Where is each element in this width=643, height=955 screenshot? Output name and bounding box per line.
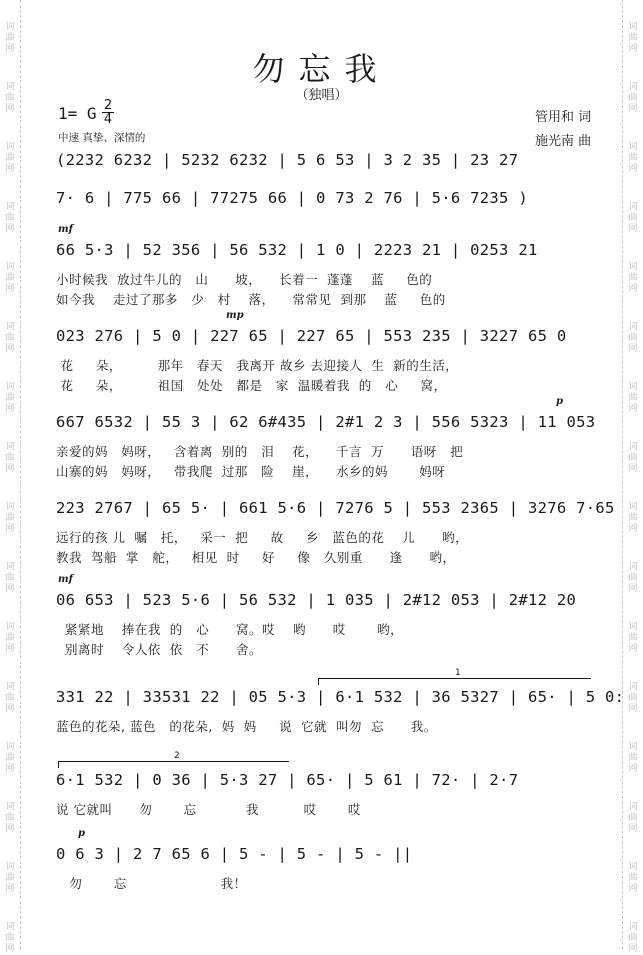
- watermark-text: 词 曲 网: [628, 202, 638, 234]
- notation-line: 223 2767 | 65 5· | 661 5·6 | 7276 5 | 553 2365 | 3276 7·65: [56, 499, 615, 517]
- lyric-verse-2: 如今我 走过了那多 少 村 落， 常常见 到那 蓝 色的: [56, 292, 446, 307]
- watermark-text: 词 曲 网: [628, 262, 638, 294]
- watermark-text: 词 曲 网: [5, 562, 15, 594]
- notation-line: 6·1 532 | 0 36 | 5·3 27 | 65· | 5 61 | 72· | 2·7: [56, 771, 519, 789]
- dynamic-marking: p: [556, 396, 563, 407]
- score-row: [56, 224, 598, 307]
- watermark-text: 词 曲 网: [628, 322, 638, 354]
- dynamic-marking: mf: [58, 224, 73, 235]
- notation-line: 66 5·3 | 52 356 | 56 532 | 1 0 | 2223 21 | 0253 21: [56, 241, 538, 259]
- watermark-text: 词 曲 网: [5, 922, 15, 954]
- volta-number: 1: [455, 668, 461, 678]
- lyric-verse-1: 勿 忘 我！: [56, 876, 247, 891]
- watermark-text: 词 曲 网: [628, 682, 638, 714]
- song-subtitle: （独唱）: [295, 88, 348, 103]
- notation-line: (2232 6232 | 5232 6232 | 5 6 53 | 3 2 35 | 23 27: [56, 151, 519, 169]
- watermark-text: 词 曲 网: [628, 622, 638, 654]
- score-row: [56, 310, 598, 393]
- watermark-text: 词 曲 网: [5, 322, 15, 354]
- watermark-text: 词 曲 网: [5, 262, 15, 294]
- score-row: [56, 828, 598, 891]
- notation-line: 331 22 | 33531 22 | 05 5·3 | 6·1 532 | 36 5327 | 65· | 5 0:: [56, 688, 625, 706]
- score-row: [56, 496, 615, 565]
- watermark-text: 词 曲 网: [628, 82, 638, 114]
- watermark-text: 词 曲 网: [5, 502, 15, 534]
- volta-bracket: [58, 751, 289, 768]
- lyric-verse-1: 蓝色的花朵, 蓝色 的花朵, 妈 妈 说 它就 叫勿 忘 我。: [56, 719, 437, 734]
- watermark-text: 词 曲 网: [5, 802, 15, 834]
- lyric-verse-2: 花 朵， 祖国 处处 都是 家 温暖着我 的 心 窝，: [56, 378, 447, 393]
- notation-line: 023 276 | 5 0 | 227 65 | 227 65 | 553 235 | 3227 65 0: [56, 327, 567, 345]
- watermark-text: 词 曲 网: [628, 742, 638, 774]
- lyric-verse-1: 远行的孩 儿 嘱 托， 采一 把 故 乡 蓝色的花 儿 哟，: [56, 530, 469, 545]
- volta-number: 2: [174, 751, 180, 761]
- score-row: [56, 574, 598, 657]
- watermark-text: 词 曲 网: [628, 862, 638, 894]
- watermark-text: 词 曲 网: [628, 562, 638, 594]
- dynamic-marking: p: [78, 828, 85, 839]
- meter-numerator: 2: [103, 98, 113, 113]
- score-row: [56, 396, 598, 479]
- watermark-text: 词 曲 网: [628, 382, 638, 414]
- watermark-text: 词 曲 网: [628, 502, 638, 534]
- score-row: [56, 685, 625, 734]
- watermark-text: 词 曲 网: [5, 622, 15, 654]
- score-row: [56, 186, 598, 216]
- watermark-text: 词 曲 网: [5, 442, 15, 474]
- watermark-text: 词 曲 网: [5, 742, 15, 774]
- notation-line: 7· 6 | 775 66 | 77275 66 | 0 73 2 76 | 5·6 7235 ): [56, 189, 528, 207]
- watermark-text: 词 曲 网: [628, 802, 638, 834]
- score-row: [56, 148, 598, 178]
- dynamic-marking: mp: [226, 310, 244, 321]
- time-signature: [102, 99, 114, 126]
- watermark-text: 词 曲 网: [5, 862, 15, 894]
- watermark-text: 词 曲 网: [5, 682, 15, 714]
- lyric-verse-1: 小时候我 放过牛儿的 山 坡， 长着一 蓬蓬 蓝 色的: [56, 272, 433, 287]
- watermark-text: 词 曲 网: [5, 382, 15, 414]
- watermark-text: 词 曲 网: [628, 142, 638, 174]
- song-title: 勿忘我: [252, 50, 391, 88]
- key-signature: 1= G: [58, 104, 97, 123]
- lyric-verse-1: 说 它就叫 勿 忘 我 哎 哎: [56, 802, 361, 817]
- lyricist-credit: 管用和 词: [535, 110, 592, 125]
- lyric-verse-1: 紧紧地 捧在我 的 心 窝。哎 哟 哎 哟，: [56, 622, 404, 637]
- lyric-verse-2: 别离时 令人依 依 不 舍。: [56, 642, 263, 657]
- watermark-text: 词 曲 网: [628, 922, 638, 954]
- volta-bracket: [318, 668, 591, 685]
- notation-line: 667 6532 | 55 3 | 62 6#435 | 2#1 2 3 | 556 5323 | 11 053: [56, 413, 596, 431]
- meter-denominator: 4: [103, 112, 113, 127]
- lyric-verse-2: 山寨的妈 妈呀， 带我爬 过那 险 崖， 水乡的妈 妈呀: [56, 464, 446, 479]
- tempo-marking: 中速 真挚、深情的: [58, 132, 146, 144]
- watermark-text: 词 曲 网: [628, 22, 638, 54]
- lyric-verse-1: 花 朵， 那年 春天 我离开 故乡 去迎接人 生 新的生活，: [56, 358, 459, 373]
- lyric-verse-2: 教我 驾船 掌 舵， 相见 时 好 像 久别重 逢 哟，: [56, 550, 456, 565]
- watermark-text: 词 曲 网: [5, 82, 15, 114]
- watermark-text: 词 曲 网: [5, 22, 15, 54]
- lyric-verse-1: 亲爱的妈 妈呀， 含着离 别的 泪 花， 千言 万 语呀 把: [56, 444, 464, 459]
- notation-line: 06 653 | 523 5·6 | 56 532 | 1 035 | 2#12 053 | 2#12 20: [56, 591, 577, 609]
- dynamic-marking: mf: [58, 574, 73, 585]
- watermark-text: 词 曲 网: [5, 142, 15, 174]
- watermark-text: 词 曲 网: [628, 442, 638, 474]
- notation-line: 0 6 3 | 2 7 65 6 | 5 - | 5 - | 5 - ||: [56, 845, 413, 863]
- watermark-text: 词 曲 网: [5, 202, 15, 234]
- composer-credit: 施光南 曲: [535, 134, 592, 149]
- score-row: [56, 768, 598, 817]
